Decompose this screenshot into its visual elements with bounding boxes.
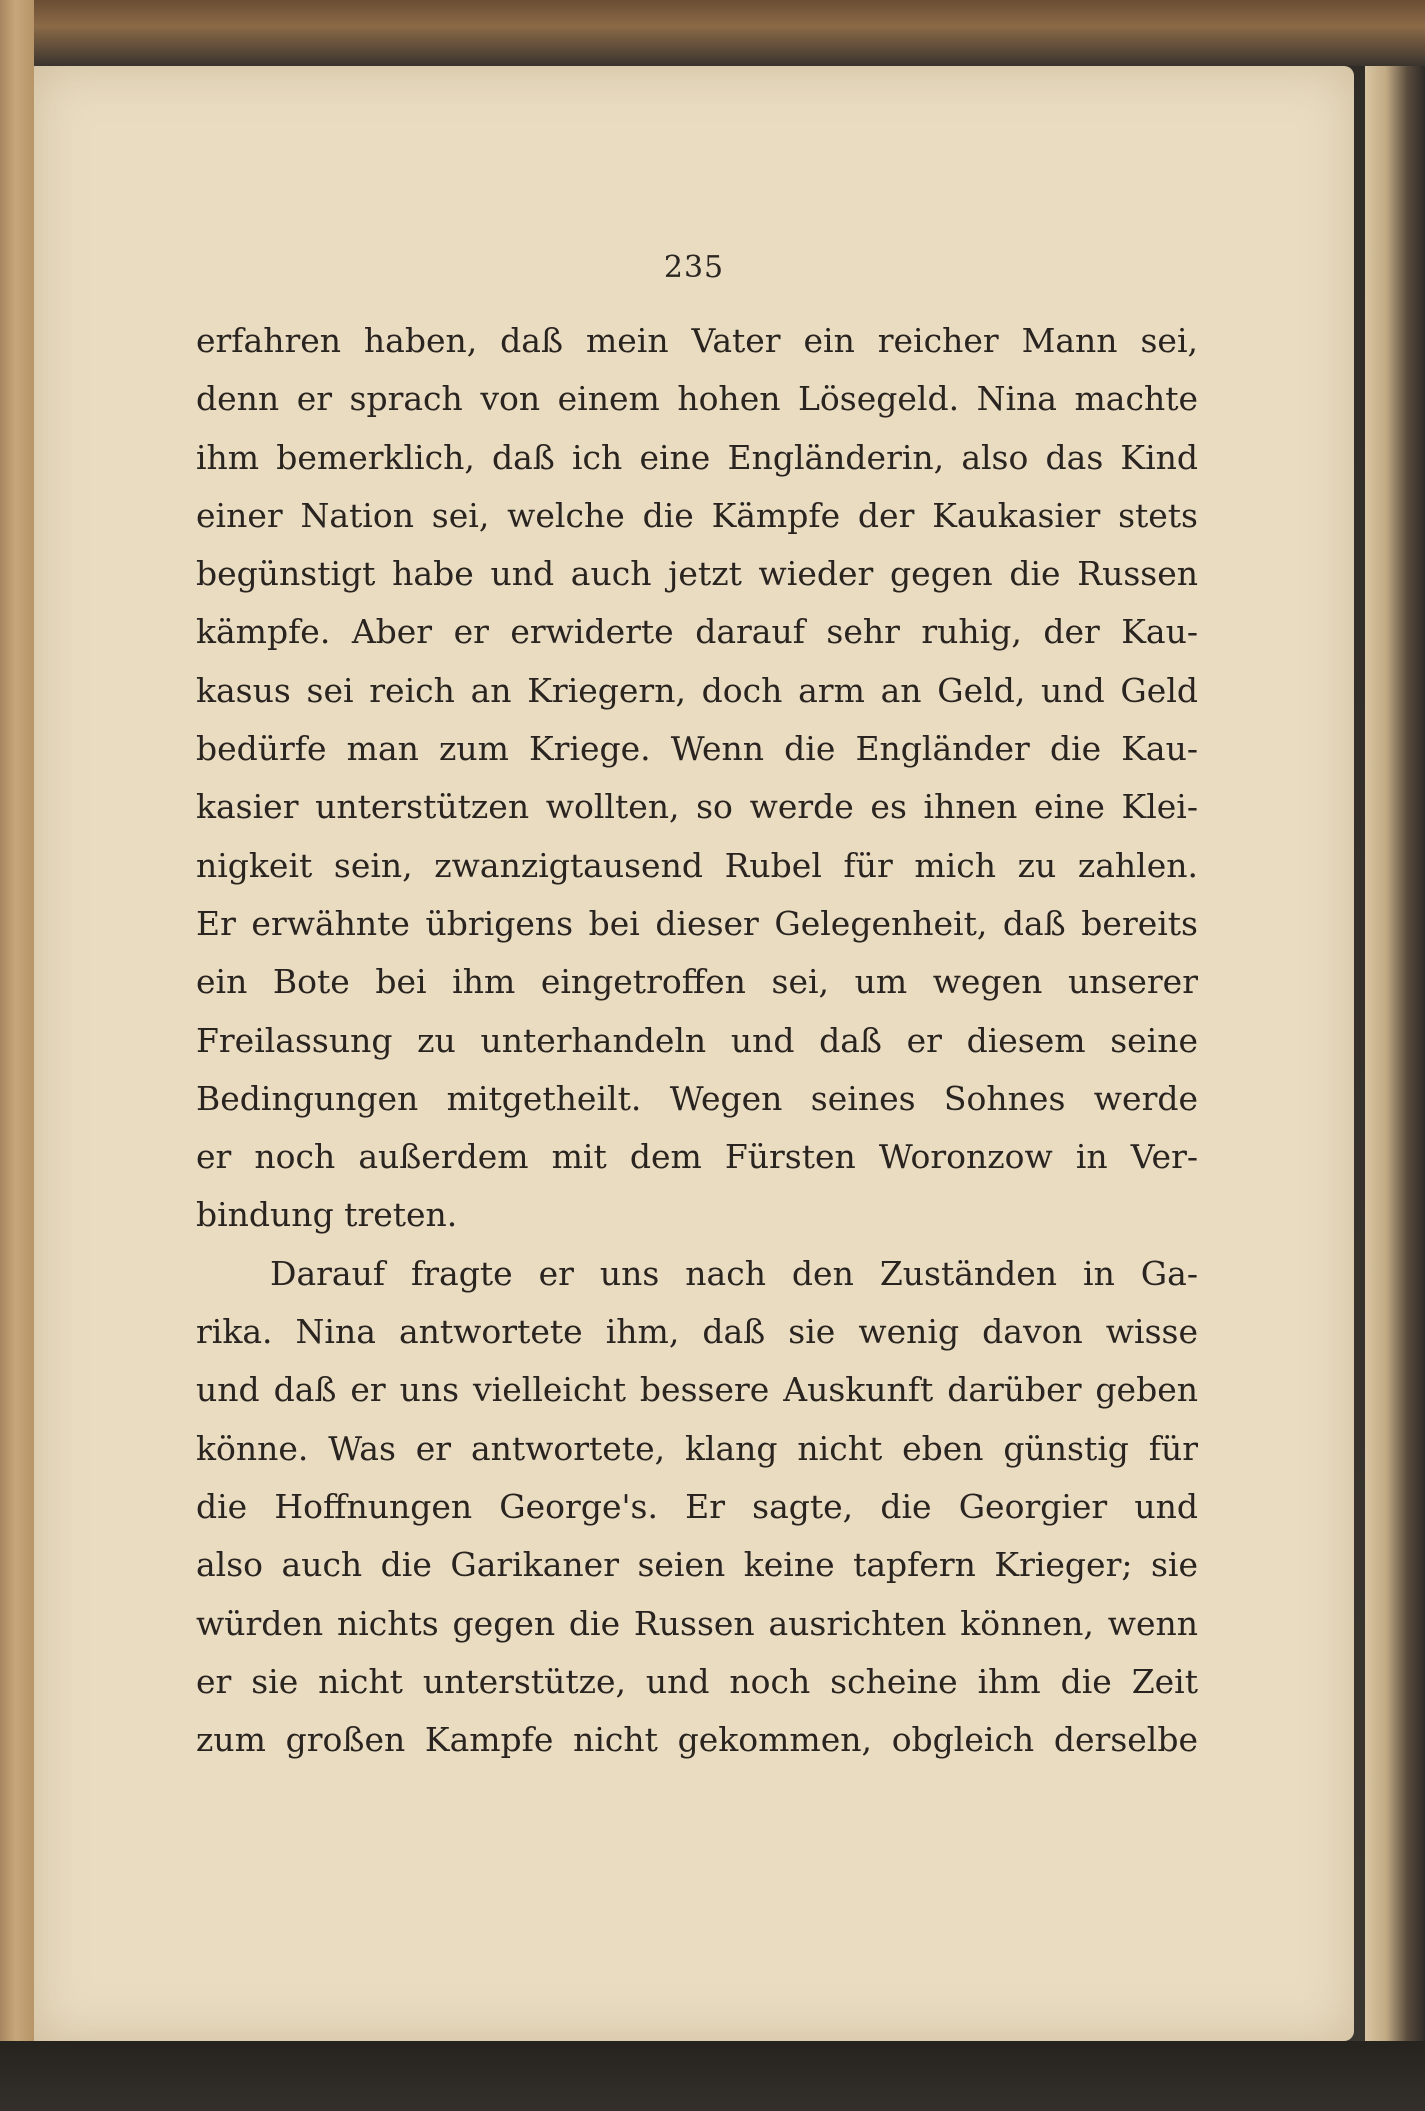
text-line: kämpfe. Aber er erwiderte darauf sehr ruhig, der Kau- [196, 612, 1198, 652]
text-line: kasier unterstützen wollten, so werde es ihnen eine Klei- [196, 787, 1198, 827]
book-bottom-edge [0, 2041, 1425, 2111]
book-binding-edge [0, 0, 34, 2111]
text-line: Darauf fragte er uns nach den Zuständen in Ga- [270, 1253, 1198, 1293]
text-line: also auch die Garikaner seien keine tapfern Krieger; sie [196, 1545, 1198, 1585]
text-line: denn er sprach von einem hohen Lösegeld. Nina machte [196, 379, 1198, 419]
text-line: rika. Nina antwortete ihm, daß sie wenig davon wisse [196, 1312, 1198, 1352]
page-number: 235 [663, 250, 725, 285]
text-line: die Hoffnungen George's. Er sagte, die Georgier und [196, 1486, 1198, 1526]
text-line: Bedingungen mitgetheilt. Wegen seines Sohnes werde [196, 1078, 1198, 1118]
text-line: und daß er uns vielleicht bessere Auskunft darüber geben [196, 1370, 1198, 1410]
text-line: nigkeit sein, zwanzigtausend Rubel für mich zu zahlen. [196, 845, 1198, 885]
text-line: bedürfe man zum Kriege. Wenn die Engländer die Kau- [196, 729, 1198, 769]
text-line: er noch außerdem mit dem Fürsten Woronzow in Ver- [196, 1137, 1198, 1177]
text-line: begünstigt habe und auch jetzt wieder gegen die Russen [196, 554, 1198, 594]
book-top-edge [0, 0, 1425, 66]
book-page [34, 66, 1354, 2041]
body-text [196, 312, 1198, 1769]
text-line: ein Bote bei ihm eingetroffen sei, um wegen unserer [196, 962, 1198, 1002]
text-line: einer Nation sei, welche die Kämpfe der Kaukasier stets [196, 495, 1198, 535]
text-line: kasus sei reich an Kriegern, doch arm an Geld, und Geld [196, 670, 1198, 710]
text-line: könne. Was er antwortete, klang nicht eben günstig für [196, 1428, 1198, 1468]
text-line: erfahren haben, daß mein Vater ein reicher Mann sei, [196, 321, 1198, 360]
text-line: zum großen Kampfe nicht gekommen, obgleich derselbe [196, 1720, 1198, 1760]
text-line: würden nichts gegen die Russen ausrichten können, wenn [196, 1603, 1198, 1643]
text-line: Er erwähnte übrigens bei dieser Gelegenheit, daß bereits [196, 903, 1198, 943]
text-line: er sie nicht unterstütze, und noch scheine ihm die Zeit [196, 1661, 1198, 1701]
book-right-edge [1365, 66, 1425, 2111]
text-line: ihm bemerklich, daß ich eine Engländerin, also das Kind [196, 437, 1198, 477]
text-line: bindung treten. [196, 1195, 458, 1235]
text-line: Freilassung zu unterhandeln und daß er diesem seine [196, 1020, 1198, 1060]
